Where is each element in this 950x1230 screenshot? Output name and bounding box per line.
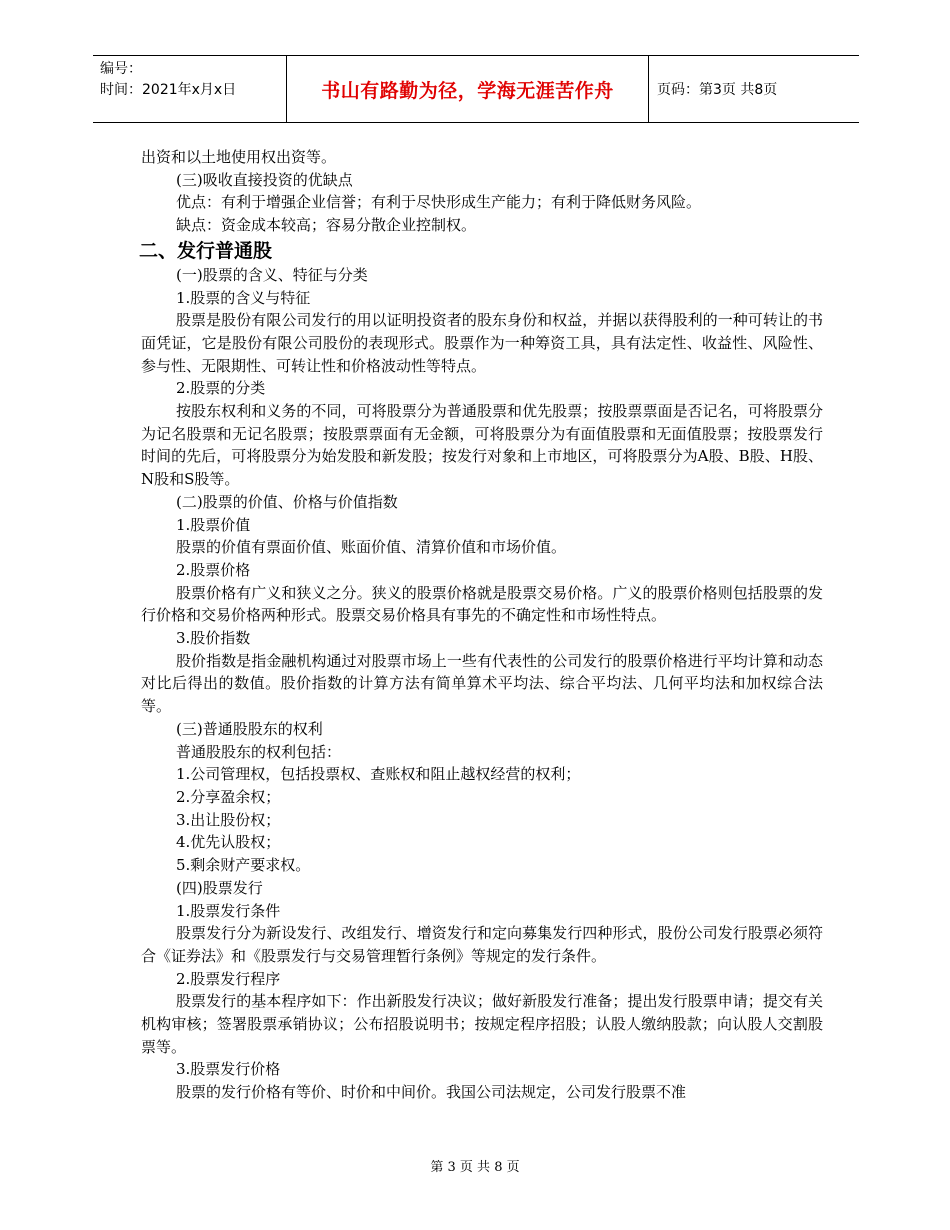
paragraph: 按股东权利和义务的不同，可将股票分为普通股票和优先股票；按股票票面是否记名，可将股票分为记名股票和无记名股票；按股票票面有无金额，可将股票分为有面值股票和无面值股票；按股票发行时间的先后，可将股票分为始发股和新发股；按发行对象和上市地区，可将股票分为A股、B股、H股、N股和S股等。 (141, 402, 823, 489)
paragraph: 缺点：资金成本较高；容易分散企业控制权。 (176, 216, 477, 235)
page-footer: 第 3 页 共 8 页 (430, 1160, 520, 1175)
header-meta (100, 59, 236, 101)
paragraph: 股票的发行价格有等价、时价和中间价。我国公司法规定，公司发行股票不准 (176, 1083, 687, 1102)
paragraph: 出资和以土地使用权出资等。 (141, 148, 337, 166)
paragraph: 3.股票发行价格 (176, 1060, 281, 1079)
paragraph: 3.出让股份权； (176, 810, 281, 829)
document-body (141, 146, 823, 1104)
paragraph: 2.股票价格 (176, 560, 251, 579)
paragraph: 股票价格有广义和狭义之分。狭义的股票价格就是股票交易价格。广义的股票价格则包括股票的发行价格和交易价格两种形式。股票交易价格具有事先的不确定性和市场性特点。 (141, 583, 823, 625)
document-time-label: 时间：2021年x月x日 (100, 82, 237, 98)
header-page-label: 页码：第3页 共8页 (657, 82, 778, 98)
paragraph: (四)股票发行 (176, 878, 263, 897)
paragraph: (三)普通股股东的权利 (176, 719, 323, 738)
paragraph: (三)吸收直接投资的优缺点 (176, 170, 353, 189)
paragraph: 1.股票价值 (176, 515, 251, 534)
paragraph: 股票发行分为新设发行、改组发行、增资发行和定向募集发行四种形式，股份公司发行股票必须符合《证券法》和《股票发行与交易管理暂行条例》等规定的发行条件。 (141, 924, 823, 965)
paragraph: 股票是股份有限公司发行的用以证明投资者的股东身份和权益，并据以获得股利的一种可转让的书面凭证，它是股份有限公司股份的表现形式。股票作为一种筹资工具，具有法定性、收益性、风险性、参与性、无限期性、可转让性和价格波动性等特点。 (141, 311, 823, 375)
paragraph: 1.公司管理权，包括投票权、查账权和阻止越权经营的权利； (176, 765, 581, 784)
header-motto: 书山有路勤为径，学海无涯苦作舟 (286, 56, 649, 122)
paragraph: 优点：有利于增强企业信誉；有利于尽快形成生产能力；有利于降低财务风险。 (176, 193, 702, 212)
paragraph: 股价指数是指金融机构通过对股票市场上一些有代表性的公司发行的股票价格进行平均计算和动态对比后得出的数值。股价指数的计算方法有简单算术平均法、综合平均法、几何平均法和加权综合法等。 (141, 651, 823, 716)
paragraph: 5.剩余财产要求权。 (176, 856, 311, 875)
paragraph: 普通股股东的权利包括： (176, 742, 342, 761)
paragraph: 2.股票的分类 (176, 379, 266, 398)
paragraph: (二)股票的价值、价格与价值指数 (176, 492, 398, 511)
paragraph: 股票发行的基本程序如下：作出新股发行决议；做好新股发行准备；提出发行股票申请；提交有关机构审核；签署股票承销协议；公布招股说明书；按规定程序招股；认股人缴纳股款；向认股人交割股票等。 (141, 992, 823, 1056)
paragraph: (一)股票的含义、特征与分类 (176, 265, 368, 284)
document-id-label: 编号： (100, 61, 142, 77)
page-header (93, 55, 859, 123)
paragraph: 2.股票发行程序 (176, 969, 281, 988)
paragraph: 3.股价指数 (176, 629, 251, 648)
paragraph: 4.优先认股权； (176, 833, 281, 852)
paragraph: 2.分享盈余权； (176, 787, 281, 806)
paragraph: 1.股票发行条件 (176, 901, 281, 920)
paragraph: 1.股票的含义与特征 (176, 288, 311, 307)
section-heading: 二、发行普通股 (139, 239, 273, 262)
paragraph: 股票的价值有票面价值、账面价值、清算价值和市场价值。 (176, 538, 567, 557)
